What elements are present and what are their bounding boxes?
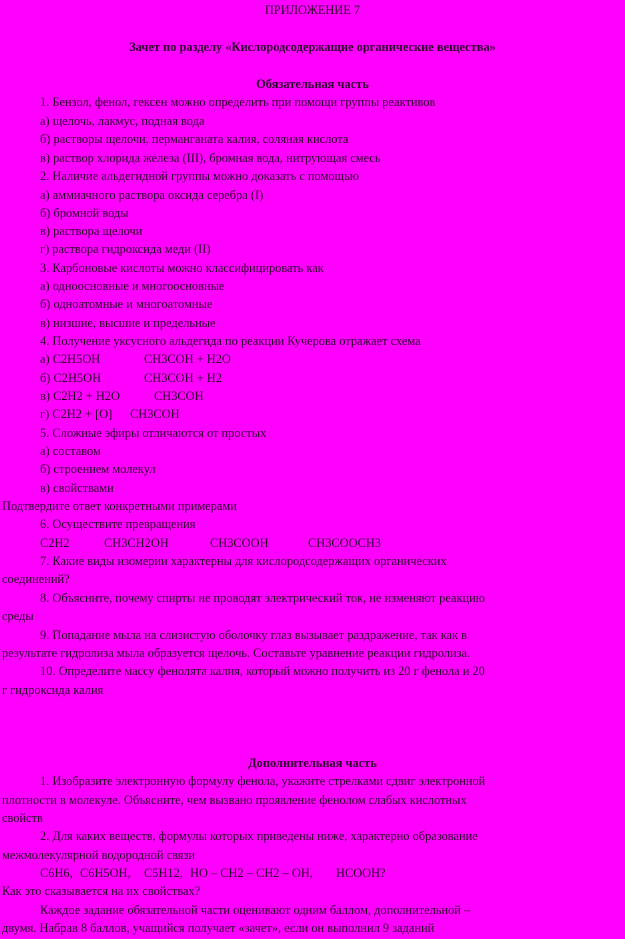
question-8: 8. Объясните, почему спирты не проводят электрический ток, не изменяют реакцию <box>40 591 486 605</box>
formula: HCOOH? <box>336 866 386 880</box>
additional-question-2-followup: Как это сказывается на их свойствах? <box>2 884 201 898</box>
reaction-right: CH3COH <box>130 407 180 421</box>
answer-5b: б) строением молекул <box>40 462 156 476</box>
answer-4a <box>40 352 231 367</box>
grading-note-cont: двумя. Набрав 8 баллов, учащийся получает «зачет», если он выполнил 9 заданий <box>2 921 435 935</box>
answer-3b: б) одноатомные и многоатомные <box>40 297 213 311</box>
answer-1a: а) щелочь, лакмус, подная вода <box>40 114 205 128</box>
question-2: 2. Наличие альдегидной группы можно доказать с помощью <box>40 169 359 183</box>
question-7-cont: соединений? <box>2 572 70 586</box>
reaction-left: г) C2H2 + [O] <box>40 407 113 421</box>
question-3: 3. Карбоновые кислоты можно классифицировать как <box>40 261 324 275</box>
page-title: Зачет по разделу «Кислородсодержащие органические вещества» <box>129 40 496 54</box>
question-10-cont: г гидроксида калия <box>2 683 104 697</box>
answer-5c: в) свойствами <box>40 481 114 495</box>
additional-question-1-cont: свойств <box>2 811 43 825</box>
answer-5a: а) составом <box>40 444 101 458</box>
question-4: 4. Получение уксусного альдегида по реакции Кучерова отражает схема <box>40 334 421 348</box>
additional-question-2: 2. Для каких веществ, формулы которых приведены ниже, характерно образование <box>40 829 478 843</box>
formula-list <box>40 866 386 881</box>
question-8-cont: среды <box>2 609 34 623</box>
reaction-right: CH3COH <box>154 389 204 403</box>
answer-2d: г) раствора гидроксида меди (II) <box>40 242 211 256</box>
question-5: 5. Сложные эфиры отличаются от простых <box>40 426 267 440</box>
question-10: 10. Определите массу фенолята калия, который можно получить из 20 г фенола и 20 <box>40 664 485 678</box>
additional-question-1-cont: плотности в молекуле. Объясните, чем вызвано проявление фенолом слабых кислотных <box>2 793 467 807</box>
question-1: 1. Бензол, фенол, гексен можно определить при помощи группы реактивов <box>40 95 436 109</box>
answer-2a: а) аммиачного раствора оксида серебра (I) <box>40 188 264 202</box>
reaction-right: CH3COH + H2 <box>144 371 222 385</box>
confirm-instruction: Подтвердите ответ конкретными примерами <box>2 499 237 513</box>
additional-question-1: 1. Изобразите электронную формулу фенола, укажите стрелками сдвиг электронной <box>40 774 486 788</box>
answer-3a: а) одноосновные и многоосновные <box>40 279 225 293</box>
answer-1b: б) растворы щелочи, перманганата калия, соляная кислота <box>40 132 349 146</box>
question-6: 6. Осуществите превращения <box>40 517 196 531</box>
answer-1c: в) раствор хлорида железа (III), бромная вода, нитрующая смесь <box>40 151 381 165</box>
grading-note: Каждое задание обязательной части оценивают одним баллом, дополнительной – <box>40 903 471 917</box>
conversion-chain <box>40 536 381 551</box>
answer-2c: в) раствора щелочи <box>40 224 143 238</box>
mandatory-section-title: Обязательная часть <box>256 77 369 91</box>
question-7: 7. Какие виды изомерии характерны для кислородсодержащих органических <box>40 554 447 568</box>
question-9-cont: результате гидролиза мыла образуется щелочь. Составьте уравнение реакции гидролиза. <box>2 646 471 660</box>
answer-4c <box>40 389 204 404</box>
answer-3c: в) низшие, высшие и предельные <box>40 316 216 330</box>
chain-substance: CH3CH2OH <box>104 536 169 550</box>
appendix-label: ПРИЛОЖЕНИЕ 7 <box>264 3 361 17</box>
formula: HO – CH2 – CH2 – OH, <box>190 866 313 880</box>
answer-4d <box>40 407 180 422</box>
reaction-left: а) C2H5OH <box>40 352 101 366</box>
chain-substance: CH3COOCH3 <box>308 536 381 550</box>
reaction-right: CH3COH + H2O <box>144 352 231 366</box>
additional-question-2-cont: межмолекулярной водородной связи <box>2 848 195 862</box>
question-9: 9. Попадание мыла на слизистую оболочку глаз вызывает раздражение, так как в <box>40 628 468 642</box>
formula: C6H5OH, <box>80 866 131 880</box>
formula: C6H6, <box>40 866 73 880</box>
reaction-left: б) C2H5OH <box>40 371 102 385</box>
reaction-left: в) C2H2 + H2O <box>40 389 120 403</box>
answer-4b <box>40 371 222 386</box>
additional-section-title: Дополнительная часть <box>248 756 377 770</box>
chain-substance: CH3COOH <box>210 536 269 550</box>
chain-substance: C2H2 <box>40 536 70 550</box>
formula: C5H12, <box>144 866 183 880</box>
answer-2b: б) бромной воды <box>40 206 129 220</box>
